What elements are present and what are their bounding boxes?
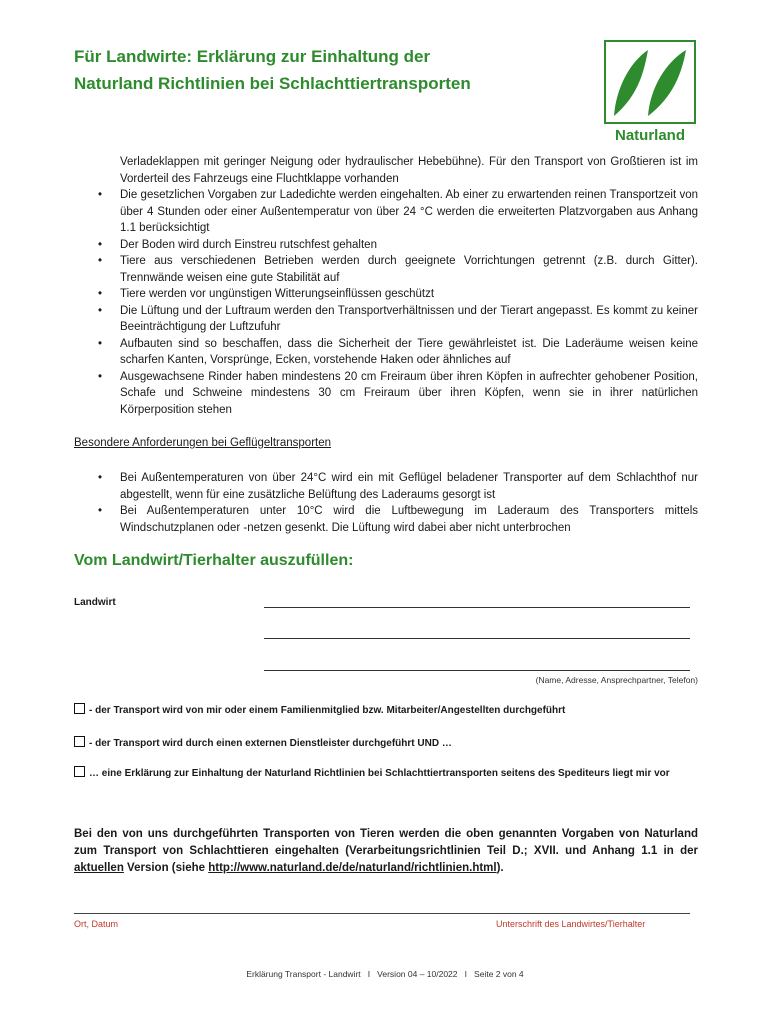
checkbox-icon[interactable]: [74, 703, 85, 714]
bullet-icon: •: [98, 255, 103, 267]
poultry-requirements-list: [74, 470, 698, 536]
checkbox-label: - der Transport wird von mir oder einem Familienmitglied bzw. Mitarbeiter/Angestellten durchgeführt: [89, 705, 566, 716]
landwirt-field-line-2[interactable]: [264, 638, 690, 639]
bullet-icon: •: [98, 288, 103, 300]
checkbox-label: - der Transport wird durch einen externen Dienstleister durchgeführt UND …: [89, 738, 452, 749]
statement-text: Version (siehe: [123, 862, 209, 874]
checkbox-label: … eine Erklärung zur Einhaltung der Naturland Richtlinien bei Schlachttiertransporten seitens des Spediteurs liegt mir vor: [89, 768, 670, 779]
list-item-text: Tiere aus verschiedenen Betrieben werden durch geeignete Vorrichtungen getrennt (z.B. durch Gitter). Trennwände weisen eine gute Stabilität auf: [120, 255, 698, 284]
signature-label: Unterschrift des Landwirtes/Tierhalter: [496, 919, 646, 929]
page-footer: Erklärung Transport - Landwirt I Version 04 – 10/2022 I Seite 2 von 4: [246, 969, 524, 979]
list-item-text: Der Boden wird durch Einstreu rutschfest gehalten: [120, 238, 377, 251]
list-item-text: Aufbauten sind so beschaffen, dass die Sicherheit der Tiere gewährleistet ist. Die Laderäume weisen keine scharfen Kanten, Vorsprünge, Ecken, vorstehende Haken oder ähnliches auf: [120, 337, 698, 366]
statement-emphasis: aktuellen: [74, 862, 124, 874]
list-item-text: Die gesetzlichen Vorgaben zur Ladedichte werden eingehalten. Ab einer zu erwartenden reinen Transportzeit von über 4 Stunden oder einer Außentemperatur von über 24 °C werden die erweiterten Platzvorgaben aus Anhang 1.1 berücksichtigt: [120, 189, 698, 234]
poultry-subheading: Besondere Anforderungen bei Geflügeltransporten: [74, 437, 332, 449]
list-item: [74, 470, 698, 503]
logo-wordmark: Naturland: [614, 127, 686, 144]
field-caption: (Name, Adresse, Ansprechpartner, Telefon): [535, 675, 698, 685]
list-item-text: Die Lüftung und der Luftraum werden den Transportverhältnissen und der Tierart angepasst. Es kommt zu keiner Beeinträchtigung der Luftzufuhr: [120, 304, 698, 333]
list-item-text: Tiere werden vor ungünstigen Witterungseinflüssen geschützt: [120, 288, 435, 300]
list-item-text: Bei Außentemperaturen unter 10°C wird die Luftbewegung im Laderaum des Transporters mittels Windschutzplanen oder -netzen gesenkt. Die Lüftung wird dabei aber nicht unterbrochen: [120, 505, 698, 534]
signature-line[interactable]: [74, 913, 690, 914]
document-title: [74, 43, 594, 97]
checkbox-icon[interactable]: [74, 736, 85, 747]
landwirt-field-line-3[interactable]: [264, 670, 690, 671]
bullet-icon: •: [98, 337, 103, 350]
checkbox-external-transport[interactable]: [74, 735, 698, 753]
statement-text: Bei den von uns durchgeführten Transporten von Tieren werden die oben genannten Vorgaben von Naturland zum Transport von Schlachttieren eingehalten (Verarbeitungsrichtlinien Teil D.; XVII. und Anhang 1.1 in der: [74, 828, 698, 857]
checkbox-own-transport[interactable]: [74, 702, 698, 720]
naturland-logo-graphic: [604, 40, 696, 144]
bullet-icon: •: [98, 472, 103, 484]
compliance-statement: [74, 826, 698, 877]
list-item: [74, 336, 698, 369]
landwirt-label: Landwirt: [74, 597, 116, 608]
checkbox-icon[interactable]: [74, 766, 85, 777]
transport-requirements-list: [74, 154, 698, 418]
list-item: [74, 303, 698, 336]
bullet-icon: •: [98, 238, 103, 251]
place-date-label: Ort, Datum: [74, 919, 119, 929]
checkbox-carrier-declaration[interactable]: [74, 765, 698, 783]
bullet-icon: •: [98, 304, 103, 317]
bullet-icon: •: [98, 505, 103, 517]
list-item: [74, 187, 698, 237]
guidelines-link[interactable]: http://www.naturland.de/de/naturland/richtlinien.html: [208, 862, 497, 874]
title-line-2: Naturland Richtlinien bei Schlachttiertransporten: [74, 74, 471, 93]
bullet-icon: •: [98, 189, 103, 201]
list-item: [74, 237, 698, 254]
list-item: [74, 369, 698, 419]
list-item: [74, 154, 698, 187]
list-item: [74, 253, 698, 286]
list-item: [74, 286, 698, 303]
list-item: [74, 503, 698, 536]
landwirt-field-line-1[interactable]: [264, 607, 690, 608]
statement-text: ).: [496, 862, 504, 874]
form-section-title: Vom Landwirt/Tierhalter auszufüllen:: [74, 552, 354, 569]
list-item-text: Ausgewachsene Rinder haben mindestens 20 cm Freiraum über ihren Köpfen in aufrechter gehobener Position, Schafe und Schweine mindestens 30 cm Freiraum über ihren Köpfen, wenn sie in ihrer natürlichen Körperposition stehen: [120, 370, 698, 416]
naturland-logo: [604, 40, 696, 144]
list-item-text: Verladeklappen mit geringer Neigung oder hydraulischer Hebebühne). Für den Transport von Großtieren ist im Vorderteil des Fahrzeugs eine Fluchtklappe vorhanden: [120, 156, 698, 185]
bullet-icon: •: [98, 370, 103, 383]
list-item-text: Bei Außentemperaturen von über 24°C wird ein mit Geflügel beladener Transporter auf dem Schlachthof nur abgestellt, wenn für eine zusätzliche Belüftung des Laderaums gesorgt ist: [120, 472, 698, 501]
title-line-1: Für Landwirte: Erklärung zur Einhaltung der: [74, 47, 431, 66]
